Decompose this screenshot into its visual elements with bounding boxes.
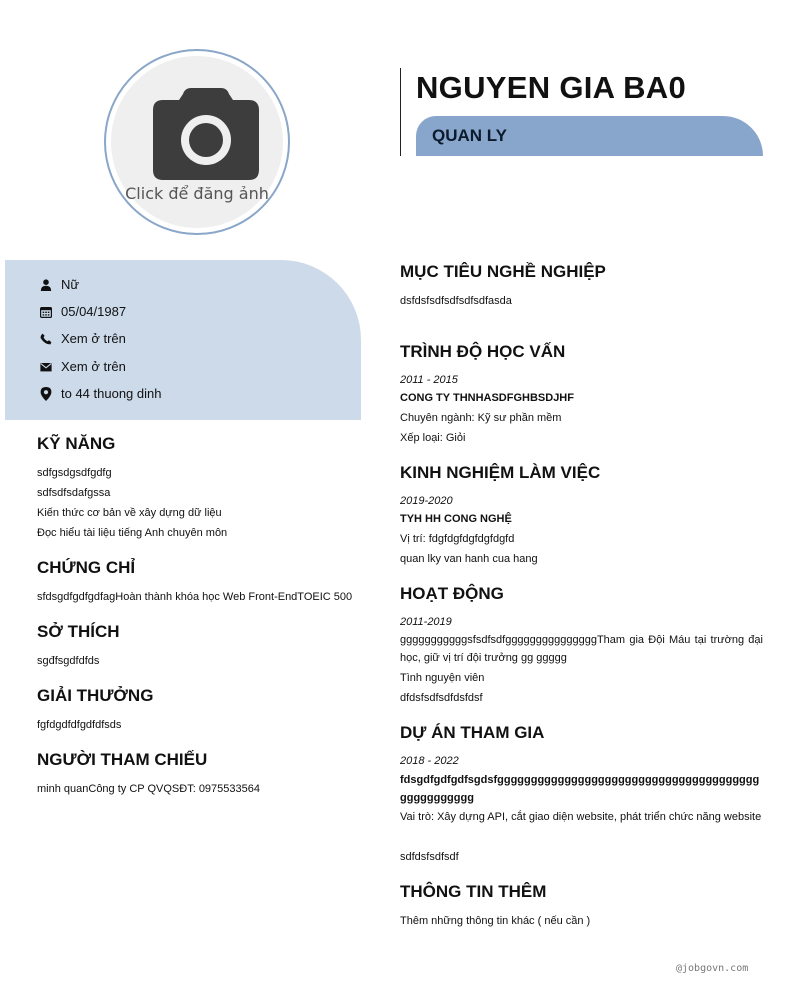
objective-text: dsfdsfsdfsdfsdfsdfasda xyxy=(400,295,512,307)
mail-icon xyxy=(39,360,53,374)
experience-period: 2019-2020 xyxy=(400,495,453,507)
activities-item: Tình nguyện viên xyxy=(400,672,485,684)
more-info-text: Thêm những thông tin khác ( nếu cần ) xyxy=(400,915,591,927)
address-row xyxy=(39,386,161,401)
activities-heading: HOẠT ĐỘNG xyxy=(400,584,504,603)
activities-item: dfdsfsdfsdfdsfdsf xyxy=(400,692,483,704)
projects-period: 2018 - 2022 xyxy=(400,755,459,767)
hobbies-text: sgđfsgdfdfds xyxy=(37,655,100,667)
references-heading: NGƯỜI THAM CHIẾU xyxy=(37,750,208,769)
email-value[interactable]: Xem ở trên xyxy=(61,359,126,374)
phone-row xyxy=(39,331,126,346)
gender-row xyxy=(39,277,79,292)
education-heading: TRÌNH ĐỘ HỌC VẤN xyxy=(400,342,566,361)
hobbies-heading: SỞ THÍCH xyxy=(37,622,120,641)
more-info-heading: THÔNG TIN THÊM xyxy=(400,882,547,901)
address-value: to 44 thuong dinh xyxy=(61,386,162,401)
avatar-upload[interactable] xyxy=(111,56,283,228)
awards-text: fgfdgdfdfgdfdfsds xyxy=(37,719,122,731)
certificates-text: sfdsgdfgdfgdfagHoàn thành khóa học Web Front-EndTOEIC 500 xyxy=(37,591,353,603)
birthday-row xyxy=(39,304,126,319)
project-role: Vai trò: Xây dựng API, cắt giao diện website, phát triển chức năng website xyxy=(400,811,762,823)
experience-position: Vị trí: fdgfdgfdgfdgfdgfd xyxy=(400,533,515,545)
project-extra: sdfdsfsdfsdf xyxy=(400,851,459,863)
activities-desc: gggggggggggsfsdfsdfgggggggggggggggTham gia Đội Máu tại trường đại học, giữ vị trí đội trưởng gg ggggg xyxy=(400,634,763,664)
avatar-caption: Click để đăng ảnh xyxy=(125,184,269,203)
experience-org: TYH HH CONG NGHỆ xyxy=(400,513,512,525)
certificates-heading: CHỨNG CHỈ xyxy=(37,558,136,577)
camera-icon xyxy=(153,88,259,180)
contact-panel xyxy=(5,260,361,420)
skills-heading: KỸ NĂNG xyxy=(37,434,116,453)
watermark: @jobgovn.com xyxy=(676,963,749,974)
birthday-value: 05/04/1987 xyxy=(61,304,127,319)
skill-item: Đọc hiểu tài liệu tiếng Anh chuyên môn xyxy=(37,527,228,539)
user-icon xyxy=(39,278,53,292)
avatar-frame xyxy=(104,49,290,235)
phone-icon xyxy=(39,332,53,346)
project-name: fdsgdfgdfgdfsgdsfgggggggggggggggggggggggggggggggggggggggggggggggggg xyxy=(400,774,760,804)
skill-item: Kiến thức cơ bản về xây dựng dữ liệu xyxy=(37,507,222,519)
full-name: NGUYEN GIA BA0 xyxy=(416,70,687,105)
gender-value: Nữ xyxy=(61,277,80,292)
references-text: minh quanCông ty CP QVQSĐT: 0975533564 xyxy=(37,783,260,795)
name-divider xyxy=(400,68,401,156)
location-icon xyxy=(39,387,53,401)
email-row xyxy=(39,359,126,374)
skill-item: sdfsdfsdafgssa xyxy=(37,487,111,499)
calendar-icon xyxy=(39,305,53,319)
objective-heading: MỤC TIÊU NGHỀ NGHIỆP xyxy=(400,262,606,281)
job-title: QUAN LY xyxy=(416,116,763,156)
education-period: 2011 - 2015 xyxy=(400,374,458,386)
education-org: CONG TY THNHASDFGHBSDJHF xyxy=(400,392,574,404)
education-major: Chuyên ngành: Kỹ sư phần mềm xyxy=(400,412,562,424)
skill-item: sdfgsdgsdfgdfg xyxy=(37,467,112,479)
awards-heading: GIẢI THƯỞNG xyxy=(37,686,154,705)
projects-heading: DỰ ÁN THAM GIA xyxy=(400,723,545,742)
education-grade: Xếp loại: Giỏi xyxy=(400,432,466,444)
activities-period: 2011-2019 xyxy=(400,616,452,628)
experience-desc: quan lky van hanh cua hang xyxy=(400,553,538,565)
experience-heading: KINH NGHIỆM LÀM VIỆC xyxy=(400,463,601,482)
phone-value[interactable]: Xem ở trên xyxy=(61,331,126,346)
